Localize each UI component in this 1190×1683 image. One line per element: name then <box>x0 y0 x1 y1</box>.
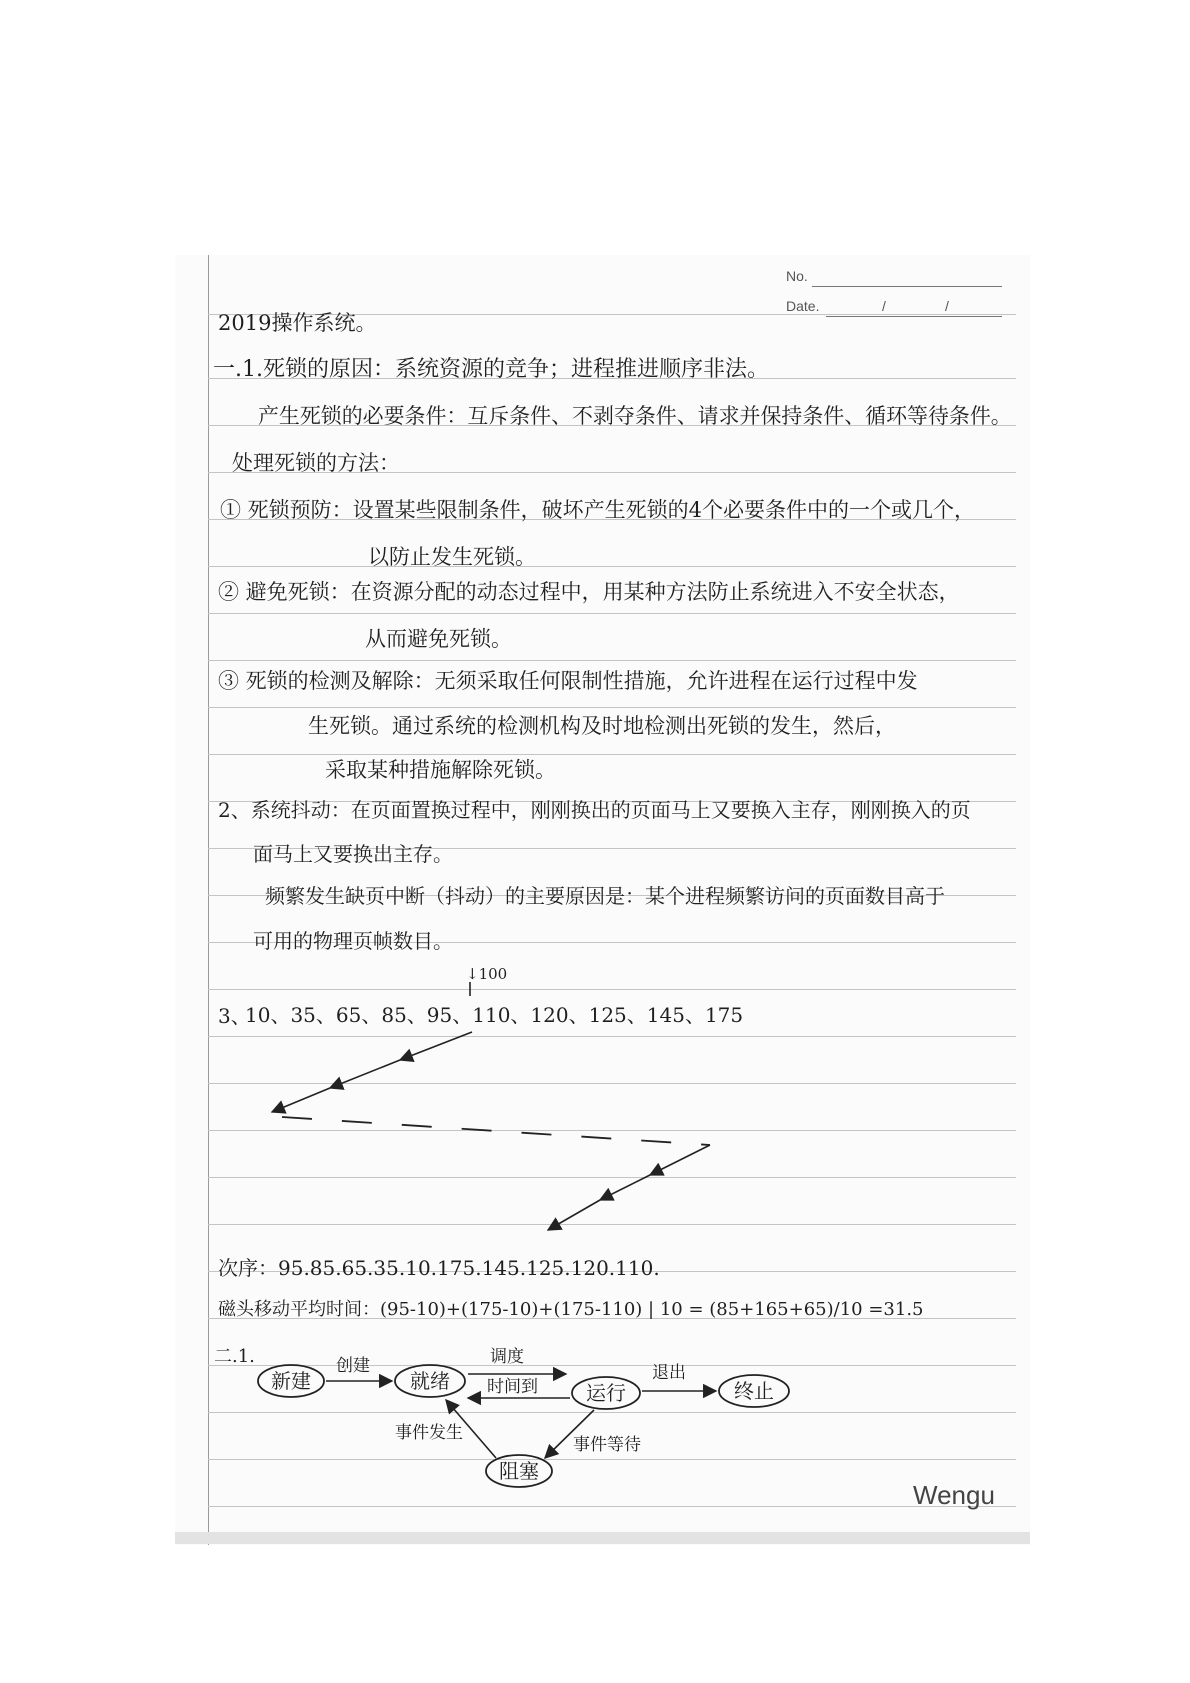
request-sequence: 10、35、65、85、95、110、120、125、145、175 <box>245 1003 744 1027</box>
date-slash: / <box>945 298 949 314</box>
note-line: 面马上又要换出主存。 <box>253 842 453 866</box>
note-title: 2019操作系统。 <box>218 311 377 335</box>
state-running <box>572 1377 640 1409</box>
label-event-wait: 事件等待 <box>573 1435 641 1455</box>
note-line: ② 避免死锁：在资源分配的动态过程中，用某种方法防止系统进入不安全状态， <box>218 580 960 604</box>
q3-label: 3、 <box>218 1004 251 1028</box>
note-line: 以防止发生死锁。 <box>368 545 536 569</box>
note-line: 频繁发生缺页中断（抖动）的主要原因是：某个进程频繁访问的页面数目高于 <box>265 884 945 908</box>
state-terminated <box>719 1375 789 1407</box>
note-line: 生死锁。通过系统的检测机构及时地检测出死锁的发生，然后， <box>308 714 896 738</box>
average-seek: 磁头移动平均时间：(95-10)+(175-10)+(175-110) | 10 = (85+165+65)/10 =31.5 <box>218 1299 924 1320</box>
note-line: 从而避免死锁。 <box>365 627 512 651</box>
label-dispatch: 调度 <box>490 1347 524 1367</box>
state-blocked <box>486 1455 552 1487</box>
note-line: 处理死锁的方法： <box>232 451 400 475</box>
note-line: 一.1.死锁的原因：系统资源的竞争；进程推进顺序非法。 <box>213 357 769 382</box>
state-running-label: 运行 <box>586 1381 626 1405</box>
note-line: 采取某种措施解除死锁。 <box>325 758 556 782</box>
start-marker: ↓100 <box>466 965 508 983</box>
note-line: 2、系统抖动：在页面置换过程中，刚刚换出的页面马上又要换入主存，刚刚换入的页 <box>218 798 971 822</box>
section2-label: 二.1. <box>214 1346 255 1367</box>
brand-watermark: Wengu <box>913 1480 995 1510</box>
state-terminated-label: 终止 <box>734 1379 774 1403</box>
label-timeout: 时间到 <box>487 1377 538 1397</box>
no-label: No. <box>786 268 808 284</box>
label-event-occurs: 事件发生 <box>395 1423 463 1443</box>
note-line: 产生死锁的必要条件：互斥条件、不剥夺条件、请求并保持条件、循环等待条件。 <box>258 404 1012 428</box>
label-exit: 退出 <box>652 1363 686 1383</box>
note-line: ① 死锁预防：设置某些限制条件，破坏产生死锁的4个必要条件中的一个或几个， <box>220 498 976 522</box>
state-new-label: 新建 <box>271 1369 311 1393</box>
state-new <box>258 1365 324 1397</box>
state-blocked-label: 阻塞 <box>499 1459 539 1483</box>
state-ready <box>395 1365 465 1397</box>
label-create: 创建 <box>336 1356 370 1376</box>
state-ready-label: 就绪 <box>410 1369 450 1393</box>
date-slash: / <box>882 298 886 314</box>
note-line: 可用的物理页帧数目。 <box>253 929 453 953</box>
date-label: Date. <box>786 298 820 314</box>
note-line: ③ 死锁的检测及解除：无须采取任何限制性措施，允许进程在运行过程中发 <box>218 669 918 693</box>
service-order: 次序：95.85.65.35.10.175.145.125.120.110. <box>218 1256 660 1280</box>
